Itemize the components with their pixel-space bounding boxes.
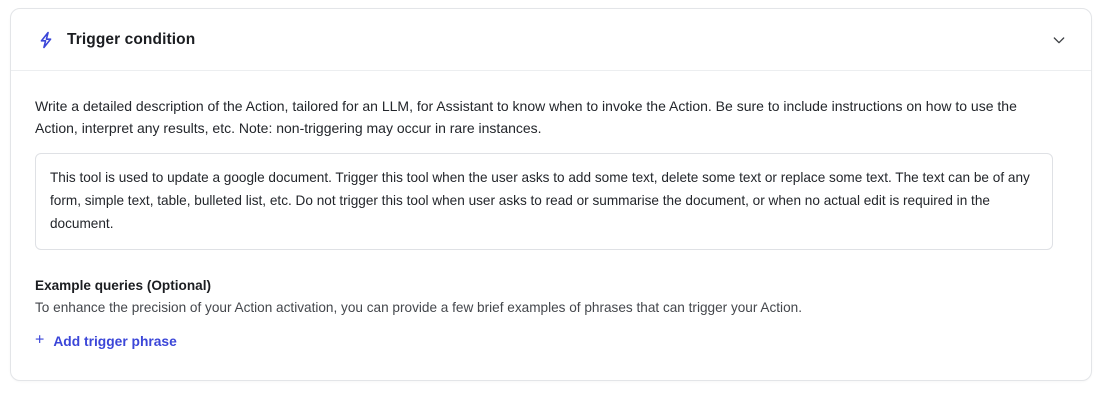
lightning-bolt-icon: [35, 29, 57, 51]
chevron-down-icon[interactable]: [1049, 30, 1069, 50]
trigger-description-value: This tool is used to update a google document. Trigger this tool when the user asks to add some text, delete some text or replace some text. The text can be of any form, simple text, table, bulleted list, etc. Do not trigger this tool when user asks to read or summarise the document, or when no actual edit is required in the document.: [50, 170, 1034, 231]
add-trigger-phrase-button[interactable]: [35, 333, 177, 349]
trigger-condition-card: [10, 8, 1092, 381]
trigger-description-input[interactable]: [35, 153, 1053, 250]
page-title: Trigger condition: [67, 30, 196, 48]
card-body: [11, 71, 1091, 380]
card-header[interactable]: [11, 9, 1091, 71]
example-queries-label: Example queries (Optional): [35, 278, 212, 293]
plus-icon: +: [35, 331, 45, 349]
example-queries-help: To enhance the precision of your Action activation, you can provide a few brief examples of phrases that can trigger your Action.: [35, 300, 802, 315]
trigger-description-help: Write a detailed description of the Action, tailored for an LLM, for Assistant to know when to invoke the Action. Be sure to include instructions on how to use the Action, interpret any results, etc. Note: non-triggering may occur in rare instances.: [35, 98, 1017, 136]
add-trigger-phrase-label: Add trigger phrase: [53, 333, 177, 349]
